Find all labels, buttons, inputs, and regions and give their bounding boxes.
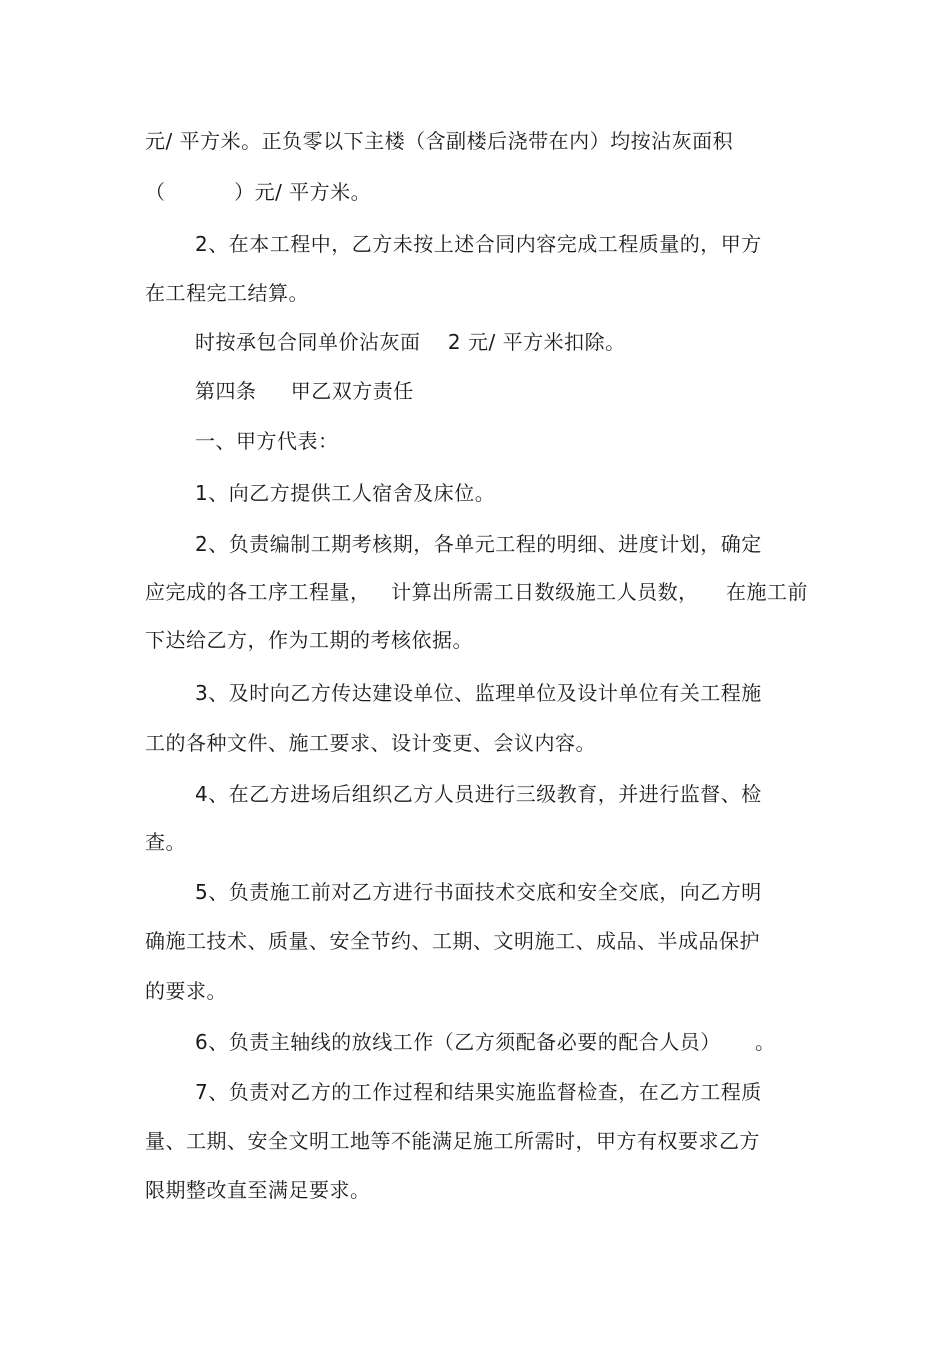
section-heading: 第四条 甲乙双方责任 bbox=[195, 379, 414, 403]
list-item: 5、负责施工前对乙方进行书面技术交底和安全交底，向乙方明 bbox=[195, 880, 762, 904]
text-line: 的要求。 bbox=[145, 979, 227, 1003]
text-line: 量、工期、安全文明工地等不能满足施工所需时，甲方有权要求乙方 bbox=[145, 1129, 760, 1153]
text-line: 在工程完工结算。 bbox=[145, 281, 309, 305]
text-line: 工的各种文件、施工要求、设计变更、会议内容。 bbox=[145, 731, 596, 755]
subsection-heading: 一、甲方代表： bbox=[195, 429, 339, 453]
text-line: 下达给乙方，作为工期的考核依据。 bbox=[145, 628, 473, 652]
list-item: 3、及时向乙方传达建设单位、监理单位及设计单位有关工程施 bbox=[195, 681, 762, 705]
text-line: 应完成的各工序工程量， 计算出所需工日数级施工人员数， 在施工前 bbox=[145, 580, 809, 604]
list-item: 1、向乙方提供工人宿舍及床位。 bbox=[195, 481, 496, 505]
text-line: 时按承包合同单价沾灰面 2 元/ 平方米扣除。 bbox=[195, 330, 626, 354]
list-item: 6、负责主轴线的放线工作（乙方须配备必要的配合人员） 。 bbox=[195, 1030, 776, 1054]
text-line: 查。 bbox=[145, 830, 186, 854]
text-line: （ ）元/ 平方米。 bbox=[145, 180, 372, 204]
text-line: 限期整改直至满足要求。 bbox=[145, 1178, 371, 1202]
text-line: 确施工技术、质量、安全节约、工期、文明施工、成品、半成品保护 bbox=[145, 929, 760, 953]
list-item: 7、负责对乙方的工作过程和结果实施监督检查，在乙方工程质 bbox=[195, 1080, 762, 1104]
text-line: 2、在本工程中，乙方未按上述合同内容完成工程质量的，甲方 bbox=[195, 232, 762, 256]
list-item: 4、在乙方进场后组织乙方人员进行三级教育，并进行监督、检 bbox=[195, 782, 762, 806]
text-line: 元/ 平方米。正负零以下主楼（含副楼后浇带在内）均按沾灰面积 bbox=[145, 129, 734, 153]
list-item: 2、负责编制工期考核期，各单元工程的明细、进度计划，确定 bbox=[195, 532, 762, 556]
